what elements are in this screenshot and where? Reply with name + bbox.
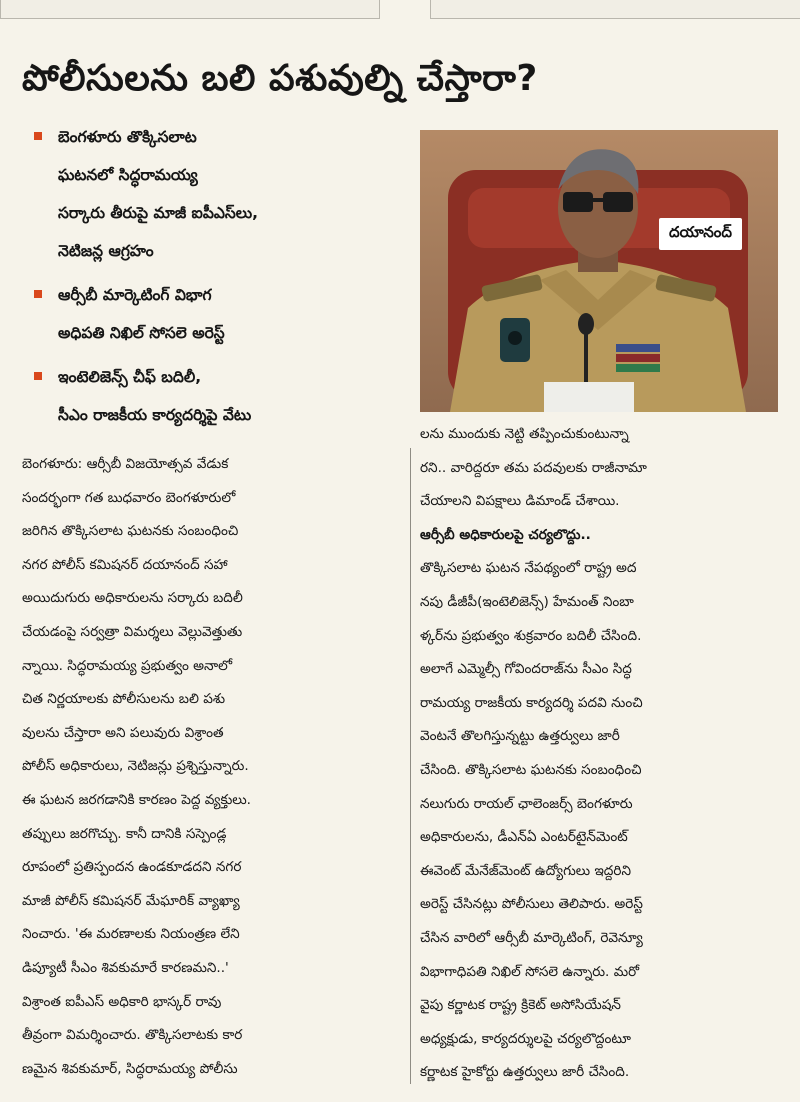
text-line: అలాగే ఎమ్మెల్సీ గోవిందరాజ్‌ను సీఎం సిద్ధ	[420, 661, 632, 678]
text-line: రామయ్య రాజకీయ కార్యదర్శి పదవి నుంచి	[420, 694, 643, 711]
bullet-point	[22, 276, 410, 352]
text-line: రూపంలో ప్రతిస్పందన ఉండకూడదని నగర	[22, 859, 242, 876]
text-line: రని.. వారిద్దరూ తమ పదవులకు రాజీనామా	[420, 459, 647, 476]
text-line: బెంగళూరు: ఆర్సీబీ విజయోత్సవ వేడుక	[22, 456, 229, 472]
bullet-line: బెంగళూరు తొక్కిసలాట	[58, 128, 197, 146]
bullet-line: ఇంటెలిజెన్స్ చీఫ్ బదిలీ,	[58, 368, 202, 386]
text-line: నపు డీజీపీ(ఇంటెలిజెన్స్) హేమంత్ నింబా	[420, 593, 634, 610]
column-divider	[410, 448, 411, 1084]
text-line: వైపు కర్ణాటక రాష్ట్ర క్రికెట్ అసోసియేషన్	[420, 997, 621, 1014]
text-line: న్నాయి. సిద్ధరామయ్య ప్రభుత్వం అనాలో	[22, 657, 233, 674]
text-line: అరెస్ట్ చేసినట్లు పోలీసులు తెలిపారు. అరెస్ట్	[420, 896, 643, 913]
text-line: ఈవెంట్ మేనేజ్‌మెంట్ ఉద్యోగులు ఇద్దరిని	[420, 862, 632, 879]
bullet-line: సర్కారు తీరుపై మాజీ ఐపీఎస్‌లు,	[58, 204, 258, 222]
text-line: నగర పోలీస్ కమిషనర్ దయానంద్ సహా	[22, 556, 228, 573]
text-line: కర్ణాటక హైకోర్టు ఉత్తర్వులు జారీ చేసింది.	[420, 1064, 630, 1081]
adjacent-article-box	[430, 0, 800, 19]
text-line: నించారు. 'ఈ మరణాలకు నియంత్రణ లేని	[22, 926, 240, 943]
text-line: చేయాలని విపక్షాలు డిమాండ్ చేశాయి.	[420, 493, 620, 510]
text-line: చేయడంపై సర్వత్రా విమర్శలు వెల్లువెత్తుతు	[22, 623, 243, 640]
bullet-line: ఆర్సీబీ మార్కెటింగ్ విభాగ	[58, 286, 212, 304]
photo-caption: దయానంద్	[659, 218, 742, 250]
text-line: నలుగురు రాయల్ ఛాలెంజర్స్ బెంగళూరు	[420, 795, 633, 812]
text-line: తప్పులు జరగొచ్చు. కానీ దానికి సస్పెండ్ల	[22, 825, 227, 842]
text-line: సందర్భంగా గత బుధవారం బెంగళూరులో	[22, 489, 236, 506]
officer-photo	[420, 130, 778, 412]
text-line: వులను చేస్తారా అని పలువురు విశ్రాంత	[22, 724, 224, 741]
bullet-line: సీఎం రాజకీయ కార్యదర్శిపై వేటు	[58, 406, 252, 424]
bullet-point	[22, 118, 410, 270]
bullet-square-icon	[34, 290, 42, 298]
text-line: అధికారులను, డీఎన్ఏ ఎంటర్‌టైన్‌మెంట్	[420, 829, 628, 846]
text-line: తీవ్రంగా విమర్శించారు. తొక్కిసలాటకు కార	[22, 1027, 243, 1044]
text-line: ఈ ఘటన జరగడానికి కారణం పెద్ద వ్యక్తులు.	[22, 791, 251, 808]
body-left-column	[22, 448, 400, 1086]
text-line: మాజీ పోలీస్ కమిషనర్ మేఘారిక్ వ్యాఖ్యా	[22, 892, 240, 909]
body-right-column	[420, 418, 782, 1090]
text-line: విశ్రాంత ఐపీఎస్ అధికారి భాస్కర్ రావు	[22, 993, 222, 1010]
text-line: విభాగాధిపతి నిఖిల్ సోసలె ఉన్నారు. మరో	[420, 963, 639, 980]
bullet-line: ఘటనలో సిద్ధరామయ్య	[58, 166, 198, 184]
headline: పోలీసులను బలి పశువుల్ని చేస్తారా?	[22, 58, 538, 99]
bullet-line: అధిపతి నిఖిల్ సోసలె అరెస్ట్	[58, 324, 225, 342]
text-line: అయిదుగురు అధికారులను సర్కారు బదిలీ	[22, 590, 243, 607]
bullet-point	[22, 358, 410, 434]
text-line: తొక్కిసలాట ఘటన నేపథ్యంలో రాష్ట్ర అద	[420, 560, 637, 577]
previous-article-box	[0, 0, 380, 19]
text-line: డిప్యూటీ సీఎం శివకుమారే కారణమని..'	[22, 959, 229, 976]
text-line: పోలీస్ అధికారులు, నెటిజన్లు ప్రశ్నిస్తున్నారు.	[22, 758, 249, 775]
text-line: లను ముందుకు నెట్టి తప్పించుకుంటున్నా	[420, 426, 629, 442]
bullet-square-icon	[34, 132, 42, 140]
section-subheading: ఆర్సీబీ అధికారులపై చర్యలొద్దు..	[420, 526, 591, 543]
bullet-points	[22, 118, 410, 440]
officer-illustration	[420, 130, 778, 412]
text-line: చేసింది. తొక్కిసలాట ఘటనకు సంబంధించి	[420, 761, 642, 778]
text-line: ళ్కర్‌ను ప్రభుత్వం శుక్రవారం బదిలీ చేసింది.	[420, 627, 642, 644]
text-line: జరిగిన తొక్కిసలాట ఘటనకు సంబంధించి	[22, 523, 239, 540]
text-line: చేసిన వారిలో ఆర్సీబీ మార్కెటింగ్, రెవెన్యూ	[420, 929, 643, 946]
text-line: వెంటనే తొలగిస్తున్నట్టు ఉత్తర్వులు జారీ	[420, 728, 620, 745]
text-line: అధ్యక్షుడు, కార్యదర్శులపై చర్యలొద్దంటూ	[420, 1030, 631, 1047]
text-line: చిత నిర్ణయాలకు పోలీసులను బలి పశు	[22, 691, 226, 708]
text-line: ణమైన శివకుమార్, సిద్ధరామయ్య పోలీసు	[22, 1060, 238, 1077]
bullet-square-icon	[34, 372, 42, 380]
bullet-line: నెటిజన్ల ఆగ్రహం	[58, 242, 154, 260]
